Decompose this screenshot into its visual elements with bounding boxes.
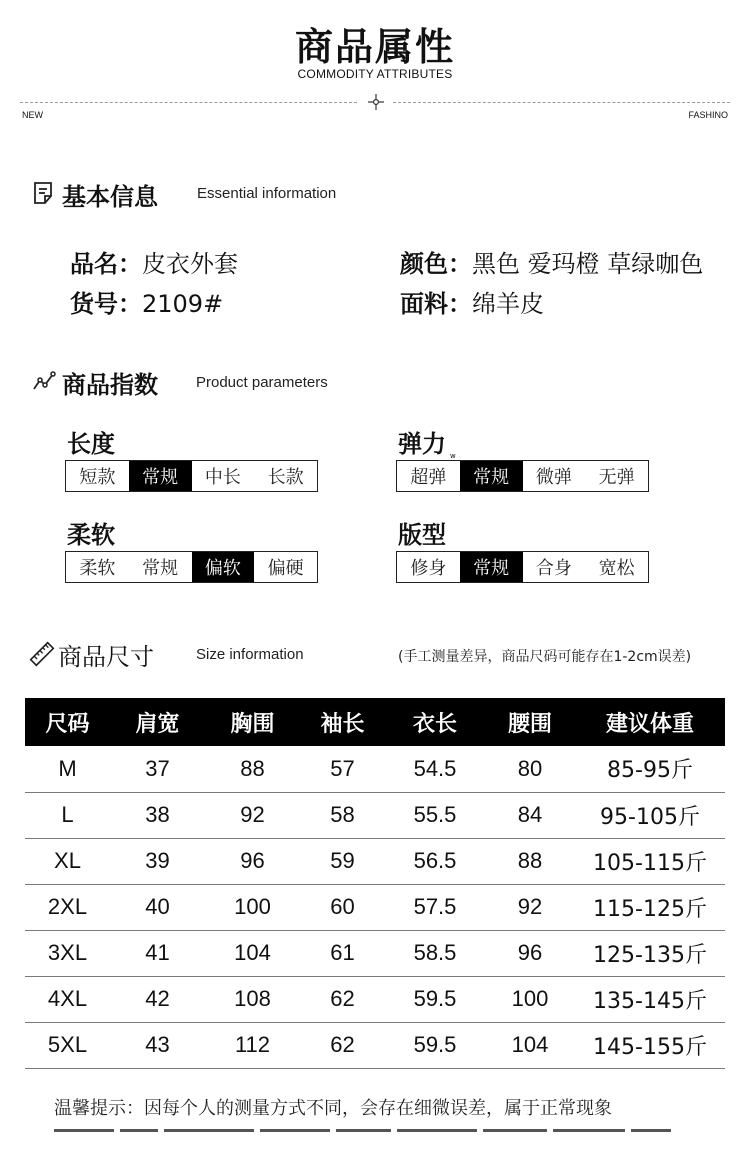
size-cell: 100 bbox=[485, 976, 575, 1022]
size-cell: 43 bbox=[110, 1022, 205, 1068]
param-fit-option: 宽松 bbox=[598, 558, 635, 579]
param-fit-option: 合身 bbox=[535, 558, 572, 579]
fabric-value: 绵羊皮 bbox=[472, 290, 544, 318]
size-cell: 85-95斤 bbox=[575, 746, 725, 792]
size-subtitle: Size information bbox=[196, 646, 304, 663]
note-icon bbox=[32, 181, 56, 205]
divider-left bbox=[20, 102, 357, 103]
param-softness-option: 柔软 bbox=[79, 558, 116, 579]
size-cell: 60 bbox=[300, 884, 385, 930]
size-cell: 57 bbox=[300, 746, 385, 792]
param-length-scale bbox=[65, 460, 318, 492]
size-cell: 104 bbox=[485, 1022, 575, 1068]
size-cell: 62 bbox=[300, 976, 385, 1022]
size-column-header: 尺码 bbox=[25, 698, 110, 746]
sku-value: 2109# bbox=[142, 290, 224, 318]
sku-row bbox=[70, 284, 223, 319]
table-row bbox=[25, 884, 725, 930]
param-fit-title: 版型 bbox=[398, 521, 446, 549]
table-row bbox=[25, 930, 725, 976]
size-cell: 42 bbox=[110, 976, 205, 1022]
param-elasticity-option: 常规 bbox=[460, 461, 523, 491]
size-cell: 92 bbox=[205, 792, 300, 838]
color-value: 黑色 爱玛橙 草绿咖色 bbox=[472, 250, 704, 278]
basic-info-subtitle: Essential information bbox=[197, 185, 337, 202]
color-label: 颜色： bbox=[400, 250, 472, 278]
new-tag: NEW bbox=[22, 110, 43, 120]
table-row bbox=[25, 1022, 725, 1068]
parameters-subtitle: Product parameters bbox=[196, 374, 328, 391]
basic-info-title: 基本信息 bbox=[62, 183, 158, 211]
table-row bbox=[25, 792, 725, 838]
size-cell: 92 bbox=[485, 884, 575, 930]
param-softness-option: 偏软 bbox=[192, 552, 255, 582]
size-cell: XL bbox=[25, 838, 110, 884]
param-softness-option: 常规 bbox=[142, 558, 179, 579]
warm-tip: 温馨提示：因每个人的测量方式不同，会存在细微误差，属于正常现象 bbox=[54, 1098, 612, 1119]
size-cell: 112 bbox=[205, 1022, 300, 1068]
size-cell: 80 bbox=[485, 746, 575, 792]
ruler-icon bbox=[29, 641, 55, 667]
size-cell: 105-115斤 bbox=[575, 838, 725, 884]
param-fit-scale bbox=[396, 551, 649, 583]
size-cell: 59.5 bbox=[385, 1022, 485, 1068]
param-length-option: 常规 bbox=[129, 461, 192, 491]
product-name-label: 品名： bbox=[70, 250, 142, 278]
size-cell: 40 bbox=[110, 884, 205, 930]
crosshair-icon bbox=[367, 93, 385, 111]
param-length-option: 短款 bbox=[79, 467, 116, 488]
param-softness-title: 柔软 bbox=[67, 521, 115, 549]
size-cell: 96 bbox=[485, 930, 575, 976]
param-fit-option: 修身 bbox=[410, 558, 447, 579]
size-column-header: 衣长 bbox=[385, 698, 485, 746]
table-row bbox=[25, 976, 725, 1022]
size-cell: 84 bbox=[485, 792, 575, 838]
sku-label: 货号： bbox=[70, 290, 142, 318]
param-length-option: 中长 bbox=[204, 467, 241, 488]
size-cell: 95-105斤 bbox=[575, 792, 725, 838]
size-cell: 57.5 bbox=[385, 884, 485, 930]
divider-right bbox=[393, 102, 730, 103]
size-cell: 5XL bbox=[25, 1022, 110, 1068]
size-cell: 59 bbox=[300, 838, 385, 884]
size-column-header: 腰围 bbox=[485, 698, 575, 746]
size-cell: 3XL bbox=[25, 930, 110, 976]
size-column-header: 胸围 bbox=[205, 698, 300, 746]
brand-tag: FASHINO bbox=[688, 110, 728, 120]
param-softness-option: 偏硬 bbox=[267, 558, 304, 579]
size-cell: 96 bbox=[205, 838, 300, 884]
color-row bbox=[400, 244, 703, 279]
size-cell: 88 bbox=[485, 838, 575, 884]
size-note: (手工测量差异，商品尺码可能存在1-2cm误差) bbox=[398, 649, 692, 665]
size-cell: 100 bbox=[205, 884, 300, 930]
size-cell: 55.5 bbox=[385, 792, 485, 838]
product-name-value: 皮衣外套 bbox=[142, 250, 238, 278]
size-cell: 62 bbox=[300, 1022, 385, 1068]
size-cell: 88 bbox=[205, 746, 300, 792]
param-fit-option: 常规 bbox=[460, 552, 523, 582]
page-title: 商品属性 bbox=[294, 25, 455, 69]
size-cell: 58.5 bbox=[385, 930, 485, 976]
size-cell: 2XL bbox=[25, 884, 110, 930]
size-cell: 38 bbox=[110, 792, 205, 838]
size-cell: 61 bbox=[300, 930, 385, 976]
tiny-mark: w bbox=[450, 452, 456, 460]
param-elasticity-option: 超弹 bbox=[410, 467, 447, 488]
param-softness-scale bbox=[65, 551, 318, 583]
size-column-header: 肩宽 bbox=[110, 698, 205, 746]
size-cell: 54.5 bbox=[385, 746, 485, 792]
parameters-title: 商品指数 bbox=[62, 371, 158, 399]
size-cell: 37 bbox=[110, 746, 205, 792]
size-cell: 104 bbox=[205, 930, 300, 976]
size-cell: 41 bbox=[110, 930, 205, 976]
size-column-header: 建议体重 bbox=[575, 698, 725, 746]
page-subtitle: COMMODITY ATTRIBUTES bbox=[297, 67, 453, 81]
cropped-text-line bbox=[54, 1127, 714, 1135]
table-row bbox=[25, 838, 725, 884]
size-cell: 115-125斤 bbox=[575, 884, 725, 930]
size-cell: 59.5 bbox=[385, 976, 485, 1022]
param-length-title: 长度 bbox=[67, 430, 115, 458]
param-elasticity-scale bbox=[396, 460, 649, 492]
trend-line-icon bbox=[32, 369, 56, 393]
size-cell: 108 bbox=[205, 976, 300, 1022]
size-cell: 145-155斤 bbox=[575, 1022, 725, 1068]
product-name-row bbox=[70, 244, 238, 279]
param-elasticity-option: 无弹 bbox=[598, 467, 635, 488]
size-cell: 58 bbox=[300, 792, 385, 838]
fabric-label: 面料： bbox=[400, 290, 472, 318]
param-length-option: 长款 bbox=[267, 467, 304, 488]
size-column-header: 袖长 bbox=[300, 698, 385, 746]
size-cell: 135-145斤 bbox=[575, 976, 725, 1022]
size-table bbox=[25, 698, 725, 1069]
size-table-header bbox=[25, 698, 725, 746]
size-cell: 39 bbox=[110, 838, 205, 884]
table-row bbox=[25, 746, 725, 792]
size-title: 商品尺寸 bbox=[58, 643, 154, 671]
param-elasticity-title: 弹力 bbox=[398, 430, 446, 458]
size-cell: M bbox=[25, 746, 110, 792]
size-cell: 56.5 bbox=[385, 838, 485, 884]
size-cell: 125-135斤 bbox=[575, 930, 725, 976]
size-cell: 4XL bbox=[25, 976, 110, 1022]
fabric-row bbox=[400, 284, 544, 319]
param-elasticity-option: 微弹 bbox=[535, 467, 572, 488]
size-cell: L bbox=[25, 792, 110, 838]
